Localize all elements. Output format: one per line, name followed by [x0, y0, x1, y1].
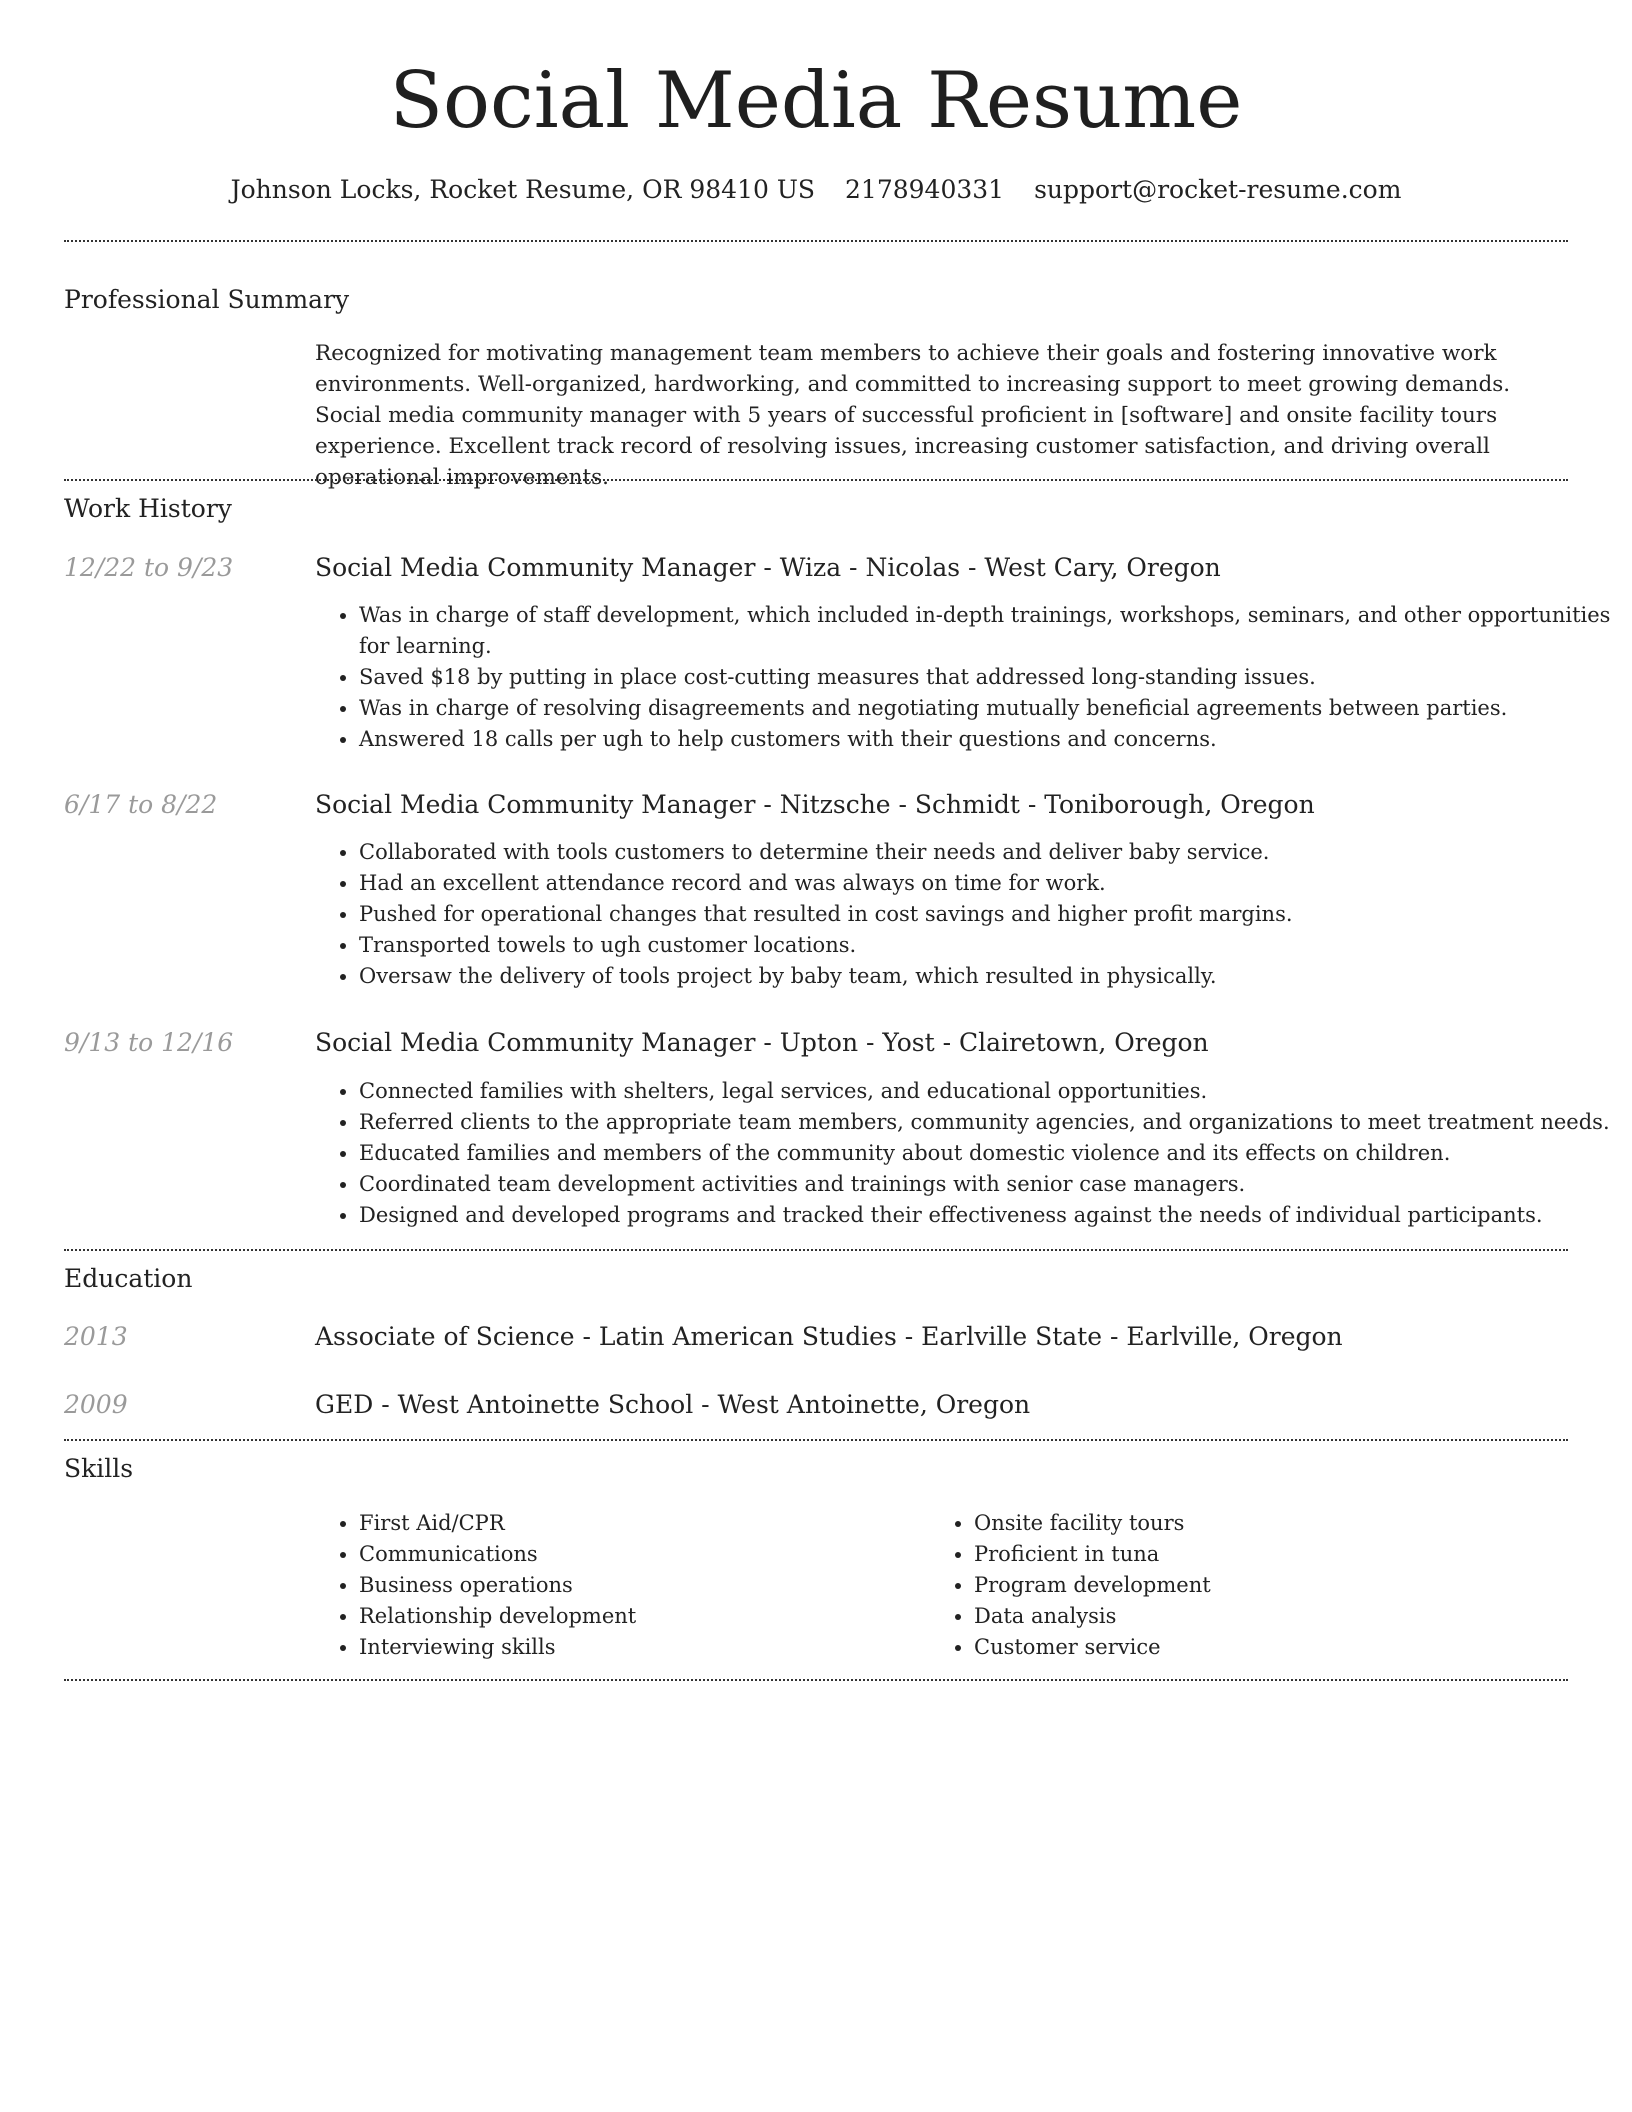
list-item: • Educated families and members of the community about domestic violence and its effects on children. [359, 1138, 1615, 1169]
divider [64, 1679, 1568, 1681]
job-bullets [315, 600, 1615, 755]
skill-item: • Relationship development [359, 1601, 919, 1632]
job-dates: 6/17 to 8/22 [64, 790, 218, 819]
skill-item: • First Aid/CPR [359, 1508, 919, 1539]
contact-email: support@rocket-resume.com [1034, 175, 1402, 204]
job-title: Social Media Community Manager - Wiza - Nicolas - West Cary, Oregon [315, 553, 1221, 582]
education-year: 2013 [64, 1322, 128, 1351]
divider [64, 1249, 1568, 1251]
list-item: • Was in charge of staff development, which included in-depth trainings, workshops, seminars, and other opportunities for learning. [359, 600, 1615, 662]
list-item: • Designed and developed programs and tracked their effectiveness against the needs of individual participants. [359, 1200, 1615, 1231]
divider [64, 479, 1568, 481]
skill-item: • Data analysis [974, 1601, 1574, 1632]
skills-list-left [315, 1508, 919, 1663]
work-history-heading: Work History [64, 494, 232, 523]
skill-item: • Program development [974, 1570, 1574, 1601]
contact-address: Johnson Locks, Rocket Resume, OR 98410 US [230, 175, 816, 204]
job-dates: 9/13 to 12/16 [64, 1028, 234, 1057]
resume-title: Social Media Resume [389, 56, 1243, 146]
list-item: • Connected families with shelters, legal services, and educational opportunities. [359, 1076, 1615, 1107]
contact-line [0, 168, 1632, 212]
job-bullets [315, 837, 1615, 992]
skill-item: • Proficient in tuna [974, 1539, 1574, 1570]
divider [64, 240, 1568, 242]
job-dates: 12/22 to 9/23 [64, 553, 234, 582]
job-title: Social Media Community Manager - Nitzsche - Schmidt - Toniborough, Oregon [315, 790, 1315, 819]
list-item: • Collaborated with tools customers to determine their needs and deliver baby service. [359, 837, 1615, 868]
education-detail: GED - West Antoinette School - West Antoinette, Oregon [315, 1390, 1031, 1419]
list-item: • Had an excellent attendance record and was always on time for work. [359, 868, 1615, 899]
job-bullets [315, 1076, 1615, 1231]
skill-item: • Customer service [974, 1632, 1574, 1663]
list-item: • Transported towels to ugh customer locations. [359, 930, 1615, 961]
summary-text: Recognized for motivating management team members to achieve their goals and fostering innovative work environments. Well-organized, hardworking, and committed to increasing support to meet growing demands. Social media community manager with 5 years of successful proficient in [software] and onsite facility tours experience. Excellent track record of resolving issues, increasing customer satisfaction, and driving overall operational improvements. [315, 341, 1511, 490]
list-item: • Answered 18 calls per ugh to help customers with their questions and concerns. [359, 724, 1615, 755]
divider [64, 1439, 1568, 1441]
skills-list-right [930, 1508, 1574, 1663]
list-item: • Coordinated team development activities and trainings with senior case managers. [359, 1169, 1615, 1200]
list-item: • Referred clients to the appropriate team members, community agencies, and organizations to meet treatment needs. [359, 1107, 1615, 1138]
education-heading: Education [64, 1264, 193, 1293]
list-item: • Pushed for operational changes that resulted in cost savings and higher profit margins. [359, 899, 1615, 930]
education-detail: Associate of Science - Latin American Studies - Earlville State - Earlville, Oregon [315, 1322, 1343, 1351]
skill-item: • Business operations [359, 1570, 919, 1601]
skill-item: • Interviewing skills [359, 1632, 919, 1663]
list-item: • Saved $18 by putting in place cost-cutting measures that addressed long-standing issues. [359, 662, 1615, 693]
skills-heading: Skills [64, 1454, 134, 1483]
contact-phone: 2178940331 [845, 175, 1005, 204]
skill-item: • Communications [359, 1539, 919, 1570]
summary-heading: Professional Summary [64, 285, 350, 314]
job-title: Social Media Community Manager - Upton - Yost - Clairetown, Oregon [315, 1028, 1209, 1057]
education-year: 2009 [64, 1390, 128, 1419]
list-item: • Oversaw the delivery of tools project by baby team, which resulted in physically. [359, 961, 1615, 992]
list-item: • Was in charge of resolving disagreements and negotiating mutually beneficial agreements between parties. [359, 693, 1615, 724]
skill-item: • Onsite facility tours [974, 1508, 1574, 1539]
